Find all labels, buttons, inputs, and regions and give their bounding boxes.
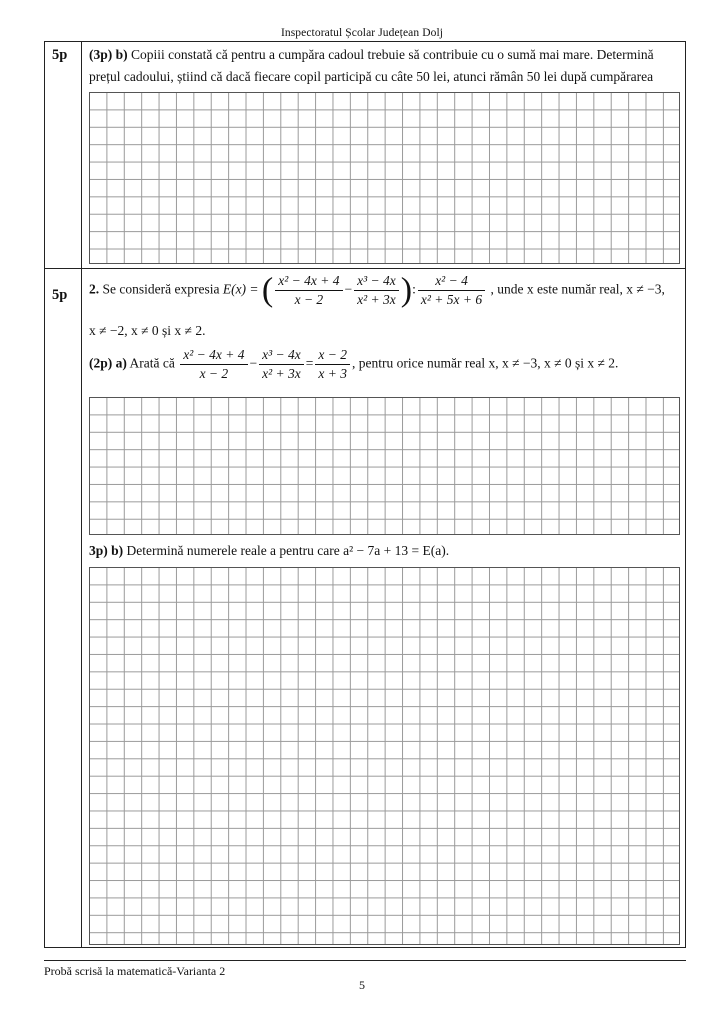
q2a-tail: , pentru orice număr real x, x ≠ −3, x ≠ 0 și x ≠ 2. [352, 355, 619, 371]
q2a-fraction-2 [259, 346, 304, 383]
q2a-f3-den: x + 3 [318, 366, 348, 381]
q2a-f3-num: x − 2 [315, 346, 350, 365]
q2-conditions: x ≠ −2, x ≠ 0 și x ≠ 2. [89, 323, 206, 338]
q2-fraction-3 [418, 272, 485, 309]
row1-text: Copiii constată că pentru a cumpăra cadoul trebuie să contribuie cu o sumă mai mare. Determină prețul cadoului, știind că dacă fiecare copil participă cu câte 50 lei, atunci rămân 50 lei după cumpărarea [89, 47, 654, 84]
question-2b [89, 540, 449, 562]
q2a-f2-num: x³ − 4x [259, 346, 304, 365]
row2-points: 5p [52, 287, 68, 303]
row-divider [44, 268, 686, 269]
q2-fraction-2 [354, 272, 399, 309]
q2a-f1-num: x² − 4x + 4 [180, 346, 247, 365]
q2-minus: − [344, 281, 353, 297]
answer-grid-1b[interactable] [89, 92, 680, 264]
q2b-label: 3p) b) [89, 543, 124, 558]
answer-grid-2a[interactable] [89, 397, 680, 535]
q2a-f1-den: x − 2 [199, 366, 229, 381]
footer-divider [44, 960, 686, 961]
q2a-label: (2p) a) [89, 355, 127, 371]
answer-grid-2b[interactable] [89, 567, 680, 945]
q2-f1-num: x² − 4x + 4 [275, 272, 342, 291]
page-number: 5 [359, 978, 365, 992]
q2-f1-den: x − 2 [294, 292, 324, 307]
question-2-statement [89, 272, 684, 309]
q2-number: 2. [89, 281, 100, 297]
q2-f2-den: x² + 3x [357, 292, 396, 307]
row1-label: (3p) b) [89, 47, 128, 62]
q2-tail: , unde x este număr real, x ≠ −3, [490, 281, 665, 297]
q2-f3-den: x² + 5x + 6 [420, 292, 483, 307]
q2-expr-lhs: E(x) = [222, 281, 259, 297]
question-2a [89, 346, 684, 383]
q2-f2-num: x³ − 4x [354, 272, 399, 291]
q2a-fraction-1 [180, 346, 247, 383]
q2b-text: Determină numerele reale a pentru care a² − 7a + 13 = E(a). [126, 543, 450, 558]
page-header: Inspectoratul Școlar Județean Dolj [280, 27, 444, 39]
left-paren: ( [261, 271, 274, 309]
q2a-f2-den: x² + 3x [262, 366, 301, 381]
q2a-equals: = [305, 355, 314, 371]
right-paren: ) [400, 271, 413, 309]
footer-text: Probă scrisă la matematică-Varianta 2 [44, 964, 226, 978]
q2-intro: Se consideră expresia [102, 281, 220, 297]
q2a-fraction-3 [315, 346, 350, 383]
points-column-divider [81, 41, 82, 948]
q2-colon: : [412, 281, 416, 297]
q2a-text: Arată că [129, 355, 175, 371]
q2-f3-num: x² − 4 [418, 272, 485, 291]
q2-fraction-1 [275, 272, 342, 309]
q2a-minus: − [249, 355, 258, 371]
row1-points: 5p [52, 47, 68, 63]
